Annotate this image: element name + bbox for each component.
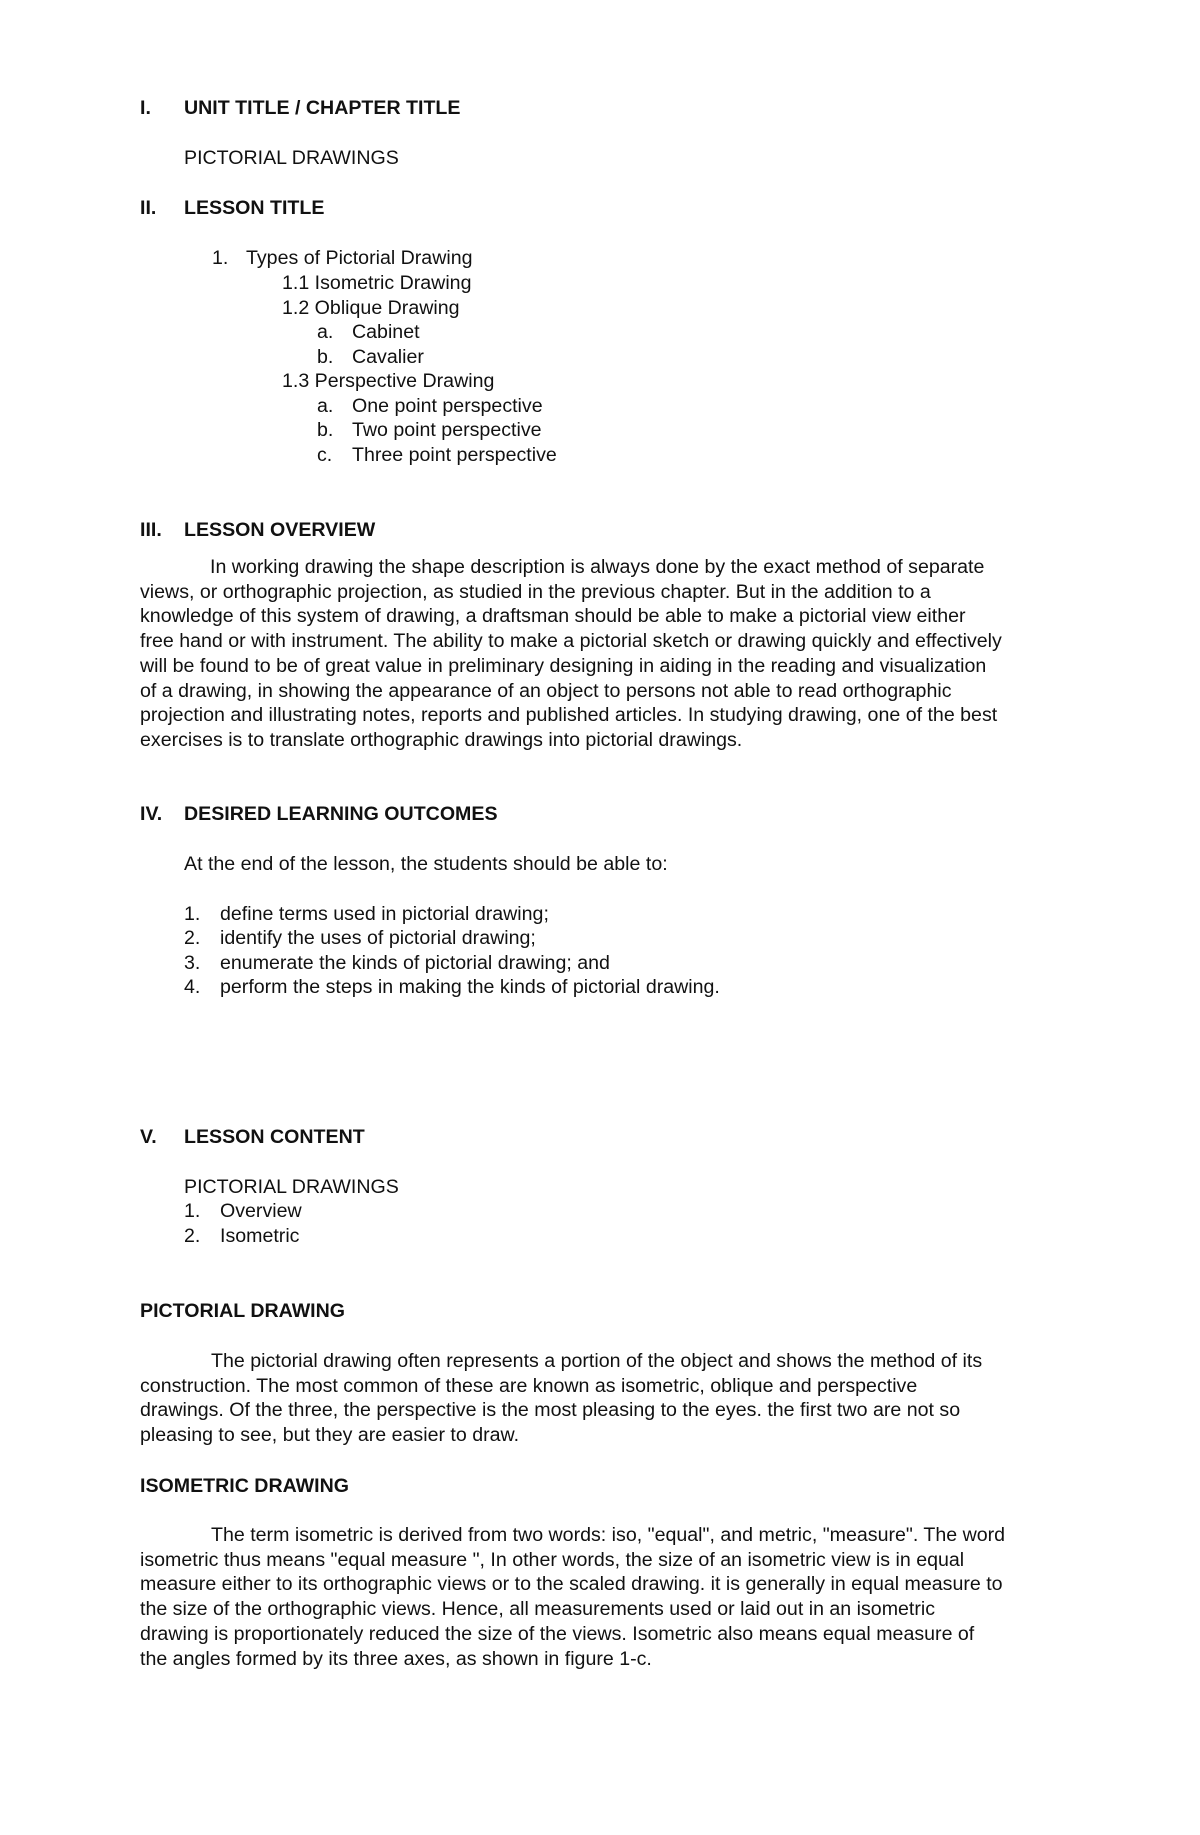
- section-numeral: III.: [140, 519, 162, 541]
- unit-title-value: PICTORIAL DRAWINGS: [184, 147, 399, 169]
- paragraph-line: measure either to its orthographic views or to the scaled drawing. it is generally in equal measure to: [140, 1573, 1003, 1596]
- isometric-drawing-heading: ISOMETRIC DRAWING: [140, 1475, 349, 1497]
- outline-marker: a.: [317, 321, 334, 343]
- paragraph-line: will be found to be of great value in preliminary designing in aiding in the reading and visualization: [140, 654, 987, 677]
- paragraph-line: drawings. Of the three, the perspective is the most pleasing to the eyes. the first two are not so: [140, 1399, 961, 1422]
- section-numeral: IV.: [140, 803, 163, 825]
- outcome-text: define terms used in pictorial drawing;: [220, 903, 549, 925]
- outline-marker: 1.: [212, 247, 229, 269]
- section-numeral: V.: [140, 1126, 157, 1148]
- lesson-content-subtitle: PICTORIAL DRAWINGS: [184, 1176, 399, 1198]
- paragraph-line: free hand or with instrument. The ability to make a pictorial sketch or drawing quickly and effectively: [140, 630, 1002, 653]
- outcome-text: perform the steps in making the kinds of pictorial drawing.: [220, 976, 720, 998]
- content-text: Overview: [220, 1200, 302, 1222]
- pictorial-drawing-heading: PICTORIAL DRAWING: [140, 1300, 346, 1322]
- outcome-marker: 1.: [184, 903, 201, 925]
- outcome-text: enumerate the kinds of pictorial drawing; and: [220, 952, 610, 974]
- outcome-text: identify the uses of pictorial drawing;: [220, 927, 536, 949]
- outline-marker: b.: [317, 419, 334, 441]
- content-marker: 1.: [184, 1200, 201, 1222]
- outline-text: 1.1 Isometric Drawing: [282, 272, 472, 294]
- outline-text: Two point perspective: [352, 419, 542, 441]
- paragraph-line: isometric thus means "equal measure ", In other words, the size of an isometric view is in equal: [140, 1548, 965, 1571]
- overview-paragraph: [140, 555, 1002, 753]
- section-heading-text: LESSON TITLE: [184, 197, 325, 219]
- paragraph-line: the angles formed by its three axes, as shown in figure 1-c.: [140, 1647, 652, 1670]
- outline-text: One point perspective: [352, 395, 543, 417]
- outcomes-intro: At the end of the lesson, the students should be able to:: [184, 853, 668, 875]
- paragraph-line: The term isometric is derived from two words: iso, "equal", and metric, "measure". The word: [211, 1524, 1006, 1546]
- outline-marker: b.: [317, 346, 334, 368]
- content-marker: 2.: [184, 1225, 201, 1247]
- paragraph-line: The pictorial drawing often represents a portion of the object and shows the method of its: [211, 1350, 983, 1372]
- paragraph-line: of a drawing, in showing the appearance of an object to persons not able to read orthographic: [140, 679, 952, 702]
- outline-text: Cabinet: [352, 321, 420, 343]
- paragraph-line: exercises is to translate orthographic drawings into pictorial drawings.: [140, 728, 743, 751]
- outline-text: Three point perspective: [352, 444, 557, 466]
- outcome-marker: 2.: [184, 927, 201, 949]
- outline-marker: a.: [317, 395, 334, 417]
- outcome-marker: 3.: [184, 952, 201, 974]
- outcome-marker: 4.: [184, 976, 201, 998]
- section-heading-text: UNIT TITLE / CHAPTER TITLE: [184, 97, 461, 119]
- paragraph-line: views, or orthographic projection, as studied in the previous chapter. But in the addition to a: [140, 580, 931, 603]
- paragraph-line: knowledge of this system of drawing, a draftsman should be able to make a pictorial view either: [140, 605, 966, 628]
- section-numeral: II.: [140, 197, 157, 219]
- outline-text: 1.2 Oblique Drawing: [282, 297, 460, 319]
- section-heading-text: DESIRED LEARNING OUTCOMES: [184, 803, 498, 825]
- section-numeral: I.: [140, 97, 151, 119]
- paragraph-line: construction. The most common of these are known as isometric, oblique and perspective: [140, 1374, 918, 1397]
- content-text: Isometric: [220, 1225, 300, 1247]
- outline-text: Types of Pictorial Drawing: [246, 247, 473, 269]
- outline-text: Cavalier: [352, 346, 424, 368]
- paragraph-line: projection and illustrating notes, reports and published articles. In studying drawing, one of the best: [140, 704, 998, 727]
- pictorial-paragraph: [140, 1349, 982, 1448]
- paragraph-line: pleasing to see, but they are easier to draw.: [140, 1424, 520, 1447]
- paragraph-line: In working drawing the shape description is always done by the exact method of separate: [210, 556, 985, 578]
- outline-text: 1.3 Perspective Drawing: [282, 370, 495, 392]
- section-heading-text: LESSON OVERVIEW: [184, 519, 376, 541]
- outline-marker: c.: [317, 444, 333, 466]
- isometric-paragraph: [140, 1523, 1005, 1671]
- paragraph-line: drawing is proportionately reduced the size of the views. Isometric also means equal measure of: [140, 1622, 975, 1645]
- paragraph-line: the size of the orthographic views. Hence, all measurements used or laid out in an isometric: [140, 1598, 936, 1621]
- section-heading-text: LESSON CONTENT: [184, 1126, 365, 1148]
